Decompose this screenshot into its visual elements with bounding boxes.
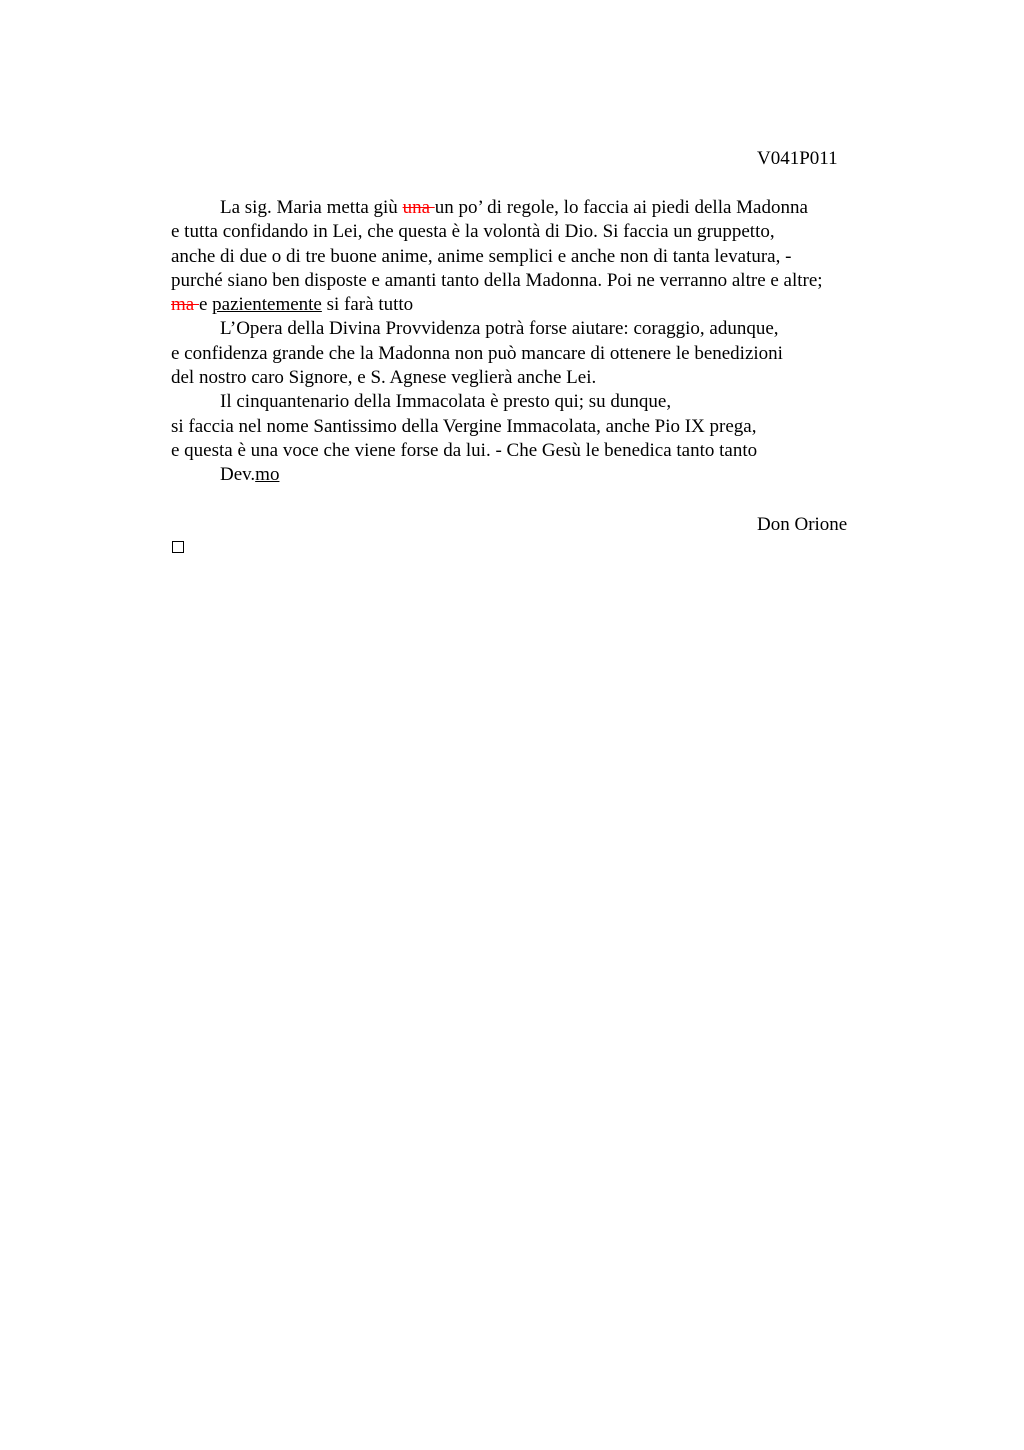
empty-square-icon (172, 541, 184, 553)
closing-suffix: mo (255, 464, 280, 486)
letter-line: del nostro caro Signore, e S. Agnese veglierà anche Lei. (171, 367, 597, 389)
letter-line: anche di due o di tre buone anime, anime semplici e anche non di tanta levatura, - (171, 245, 792, 267)
text-run: La sig. Maria metta giù (220, 197, 403, 218)
signature: Don Orione (757, 514, 848, 535)
text-run: e (198, 294, 213, 316)
letter-body (171, 196, 891, 488)
letter-line: e questa è una voce che viene forse da lui. - Che Gesù le benedica tanto tanto (171, 439, 758, 461)
deleted-text: ma (171, 294, 199, 316)
letter-line (171, 196, 891, 220)
letter-line: Il cinquantenario della Immacolata è presto qui; su dunque, (220, 391, 672, 413)
page-reference: V041P011 (757, 148, 838, 169)
letter-line: si faccia nel nome Santissimo della Vergine Immacolata, anche Pio IX prega, (171, 415, 757, 437)
text-run: si farà tutto (321, 294, 414, 316)
letter-line: e tutta confidando in Lei, che questa è la volontà di Dio. Si faccia un gruppetto, (171, 221, 775, 243)
letter-line: L’Opera della Divina Provvidenza potrà forse aiutare: coraggio, adunque, (220, 318, 779, 340)
letter-line (171, 293, 891, 317)
text-run: un po’ di regole, lo faccia ai piedi della Madonna (434, 197, 808, 218)
deleted-text: una (402, 197, 435, 218)
underlined-text: pazientemente (212, 294, 322, 316)
closing-line (171, 463, 891, 487)
letter-line: purché siano ben disposte e amanti tanto della Madonna. Poi ne verranno altre e altre; (171, 269, 823, 291)
letter-line: e confidenza grande che la Madonna non può mancare di ottenere le benedizioni (171, 342, 783, 364)
closing-prefix: Dev. (220, 464, 256, 486)
